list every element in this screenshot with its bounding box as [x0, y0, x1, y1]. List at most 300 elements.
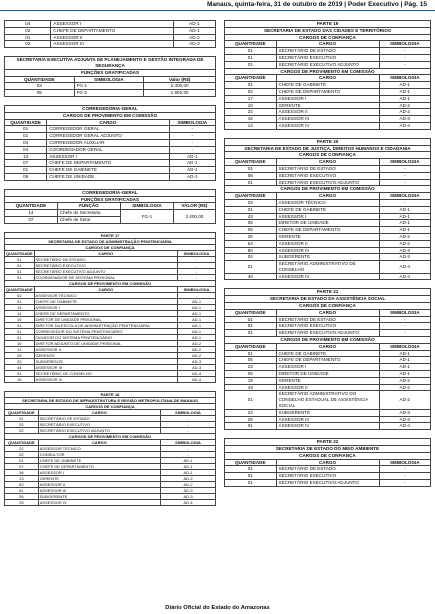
- table-cell: SECRETÁRIO DE ESTADO: [276, 466, 379, 473]
- table-cell: -: [161, 427, 216, 433]
- table-row: [5, 126, 216, 133]
- table-cell: 13: [5, 346, 35, 352]
- table-header-row: [5, 76, 216, 83]
- table-cell: CHEFE DE DEPARTAMENTO: [276, 227, 379, 234]
- table-cell: FG-2: [74, 90, 144, 97]
- table-cell: AD-2: [379, 377, 431, 384]
- table-cell: AD-2: [161, 481, 216, 487]
- table-cell: ASSESSOR I: [51, 21, 173, 28]
- table-cell: 43: [225, 213, 277, 220]
- table-cell: ASSESSOR II: [276, 109, 379, 116]
- table-row: [225, 323, 431, 330]
- table-row: [225, 273, 431, 280]
- table-cell: -: [178, 256, 216, 262]
- table-cell: 13: [5, 475, 39, 481]
- table-cell: AD-2: [178, 346, 216, 352]
- column-header: CARGO: [34, 286, 177, 292]
- table-cell: 04: [5, 146, 47, 153]
- position-table: [4, 20, 216, 48]
- table-cell: 14: [5, 210, 58, 217]
- table-cell: 01: [5, 256, 35, 262]
- left-block: [4, 105, 216, 181]
- table-cell: CHEFE DE DEPARTAMENTO: [34, 310, 177, 316]
- table-cell: 14: [5, 310, 35, 316]
- table-cell: 01: [225, 61, 277, 68]
- table-cell: 01: [225, 54, 277, 61]
- table-cell: SUBGERENTE: [34, 358, 177, 364]
- table-row: [5, 90, 216, 97]
- table-row: [225, 172, 431, 179]
- table-cell: CORREGEDOR GERAL: [47, 126, 169, 133]
- section-heading-cell: FUNÇÕES GRATIFICADAS: [5, 196, 216, 203]
- column-header: CARGO: [276, 41, 379, 48]
- table-cell: SECRETÁRIO EXECUTIVO ADJUNTO: [276, 179, 379, 186]
- table-cell: 01: [5, 34, 51, 41]
- table-cell: -: [161, 445, 216, 451]
- table-cell: FG-1: [121, 210, 174, 224]
- table-cell: 01: [225, 330, 277, 337]
- section-heading-cell: SECRETARIA DE ESTADO DE INFRAESTRUTURA E REGIÃO METROPOLITANA DE MANAUS: [5, 397, 216, 403]
- table-cell: 02: [5, 451, 39, 457]
- table-row: [225, 261, 431, 274]
- column-header: QUANTIDADE: [225, 459, 277, 466]
- section-heading-cell: PARTE 19: [225, 21, 431, 28]
- table-cell: -: [379, 323, 431, 330]
- column-header: SIMBOLOGIA: [161, 439, 216, 445]
- section-heading: [5, 397, 216, 403]
- section-heading: [225, 21, 431, 28]
- table-cell: ASSESSOR IV: [276, 273, 379, 280]
- table-cell: -: [379, 54, 431, 61]
- table-cell: -: [379, 480, 431, 487]
- table-cell: 19: [5, 316, 35, 322]
- table-cell: DIRETOR DA ESCOLA DE ADMINISTRAÇÃO PENITENCIÁRIA: [34, 322, 177, 328]
- column-header: SIMBOLOGIA: [178, 286, 216, 292]
- subsection-heading-cell: CARGOS DE PROVIMENTO EM COMISSÃO: [225, 337, 431, 344]
- table-cell: ASSESSOR I: [276, 364, 379, 371]
- section-heading: [225, 138, 431, 145]
- table-cell: 25: [5, 352, 35, 358]
- table-cell: AD-3: [379, 116, 431, 123]
- table-row: [225, 416, 431, 423]
- table-cell: -: [178, 268, 216, 274]
- table-cell: 23: [225, 364, 277, 371]
- section-heading-cell: PARTE 17: [5, 232, 216, 238]
- position-table: [4, 232, 216, 383]
- column-header: QUANTIDADE: [225, 309, 277, 316]
- section-heading: [5, 189, 216, 196]
- subsection-heading-cell: CARGOS DE PROVIMENTO EM COMISSÃO: [5, 280, 216, 286]
- table-cell: -: [379, 466, 431, 473]
- table-cell: 06: [225, 172, 277, 179]
- table-cell: 01: [5, 457, 39, 463]
- column-header: SIMBOLOGIA: [178, 250, 216, 256]
- table-cell: 01: [5, 126, 47, 133]
- column-header: QUANTIDADE: [5, 203, 58, 210]
- table-cell: AD-3: [178, 358, 216, 364]
- table-row: [225, 95, 431, 102]
- table-cell: SECRETÁRIO EXECUTIVO: [276, 54, 379, 61]
- table-cell: SECRETÁRIO EXECUTIVO ADJUNTO: [276, 330, 379, 337]
- section-heading-cell: CARGOS DE CONFIANÇA: [5, 403, 216, 409]
- table-cell: 19: [5, 340, 35, 346]
- section-heading-cell: CARGOS DE CONFIANÇA: [225, 152, 431, 159]
- table-cell: ASSESSOR III: [34, 364, 177, 370]
- table-cell: AD-2: [178, 352, 216, 358]
- subsection-heading-cell: CARGOS DE PROVIMENTO EM COMISSÃO: [225, 186, 431, 193]
- table-header-row: [225, 159, 431, 166]
- table-cell: Chefe de Setor: [57, 216, 120, 223]
- section-heading: [5, 105, 216, 112]
- table-cell: -: [379, 330, 431, 337]
- table-cell: ASSESSOR TÉCNICO: [38, 445, 160, 451]
- table-cell: GERENTE: [276, 233, 379, 240]
- table-cell: 05: [225, 371, 277, 378]
- table-cell: 01: [225, 82, 277, 89]
- table-row: [225, 206, 431, 213]
- table-cell: 03: [5, 83, 75, 90]
- table-cell: CHEFE DE UNIDADE: [47, 173, 169, 180]
- table-cell: SECRETÁRIO DE ESTADO: [276, 48, 379, 55]
- column-header: QUANTIDADE: [6, 286, 33, 292]
- table-row: [225, 122, 431, 129]
- table-cell: AD-4: [379, 261, 431, 274]
- table-cell: 01: [5, 322, 35, 328]
- position-table: [224, 288, 431, 430]
- table-cell: AD-1: [169, 153, 215, 160]
- table-cell: AD-4: [178, 376, 216, 382]
- table-cell: -: [379, 199, 431, 206]
- table-cell: AD-1: [379, 364, 431, 371]
- subsection-heading: [225, 337, 431, 344]
- table-cell: CHEFE DE DEPARTAMENTO: [276, 357, 379, 364]
- position-table: [4, 189, 216, 224]
- table-row: [5, 41, 216, 48]
- table-row: [225, 330, 431, 337]
- table-cell: AD-3: [173, 41, 215, 48]
- table-cell: AD-1: [379, 371, 431, 378]
- table-cell: 02: [5, 427, 39, 433]
- column-header: QUANTIDADE: [5, 439, 39, 445]
- table-cell: SECRETÁRIO EXECUTIVO ADJUNTO: [276, 61, 379, 68]
- table-row: [225, 384, 431, 391]
- right-column: [224, 20, 431, 495]
- table-cell: 06: [5, 173, 47, 180]
- subsection-heading-cell: CARGOS DE PROVIMENTO EM COMISSÃO: [225, 68, 431, 75]
- table-cell: DIRETOR DE UNIDADE: [276, 371, 379, 378]
- table-cell: 36: [5, 469, 39, 475]
- table-cell: ASSESSOR IV: [34, 376, 177, 382]
- table-cell: 61: [5, 487, 39, 493]
- section-heading-cell: SECRETARIA DE ESTADO DO MEIO AMBIENTE: [225, 446, 431, 453]
- section-heading-cell: SECRETARIA DE ESTADO DE ADMINISTRAÇÃO PENITENCIÁRIA: [5, 238, 216, 244]
- table-cell: 01: [225, 350, 277, 357]
- table-cell: -: [169, 126, 215, 133]
- table-row: [5, 210, 216, 217]
- section-heading: [5, 57, 216, 70]
- table-cell: 24: [225, 109, 277, 116]
- table-cell: 44: [5, 364, 35, 370]
- table-cell: AD-1: [379, 206, 431, 213]
- table-header-row: [5, 119, 216, 126]
- table-cell: AD-1: [173, 27, 215, 34]
- table-cell: GERENTE: [276, 102, 379, 109]
- table-cell: ASSESSOR III: [38, 487, 160, 493]
- table-row: [225, 364, 431, 371]
- table-cell: SECRETÁRIO ADMINISTRATIVO DE CONSELHO: [276, 261, 379, 274]
- table-cell: 03: [5, 370, 35, 376]
- table-cell: 05: [225, 357, 277, 364]
- table-cell: 02: [5, 27, 51, 34]
- table-cell: DIRETOR ADJUNTO DE UNIDADE PRISIONAL: [34, 340, 177, 346]
- position-table: [4, 391, 216, 506]
- table-cell: 01: [225, 480, 277, 487]
- table-cell: 04: [5, 21, 51, 28]
- left-block: [4, 56, 216, 97]
- position-table: [224, 20, 431, 130]
- table-cell: 25: [5, 499, 39, 505]
- table-cell: CORREGEDOR AUXILIAR: [47, 139, 169, 146]
- table-cell: ASSESSOR III: [276, 116, 379, 123]
- table-cell: AD-1: [169, 167, 215, 174]
- table-cell: -: [161, 421, 216, 427]
- table-cell: 28: [225, 416, 277, 423]
- section-heading-cell: CORREGEDORIA-GERAL: [5, 105, 216, 112]
- section-heading-cell: CARGOS DE CONFIANÇA: [225, 303, 431, 310]
- column-header: SIMBOLOGIA: [379, 159, 431, 166]
- table-cell: 01: [225, 423, 277, 430]
- table-cell: ASSESSOR I: [276, 95, 379, 102]
- left-block: [4, 232, 216, 383]
- table-cell: -: [379, 172, 431, 179]
- table-cell: SECRETÁRIO DE ESTADO: [276, 165, 379, 172]
- table-cell: 2.400,00: [173, 210, 215, 224]
- column-header: SIMBOLOGIA: [121, 203, 174, 210]
- table-cell: AD-1: [178, 322, 216, 328]
- column-header: CARGO: [276, 459, 379, 466]
- table-cell: 01: [225, 206, 277, 213]
- table-cell: 01: [5, 334, 35, 340]
- section-heading-cell: PARTE 21: [225, 289, 431, 296]
- column-header: QUANTIDADE: [5, 409, 39, 415]
- column-header: CARGO: [276, 343, 379, 350]
- table-cell: 01: [5, 133, 47, 140]
- header-text: Manaus, quinta-feira, 31 de outubro de 2019 | Poder Executivo | Pág. 15: [206, 1, 427, 8]
- section-heading-cell: CORREGEDORIA-GERAL: [5, 189, 216, 196]
- table-cell: CHEFE DE GABINETE: [34, 298, 177, 304]
- table-row: [225, 480, 431, 487]
- table-cell: 54: [225, 240, 277, 247]
- table-cell: 2.400,00: [144, 83, 216, 90]
- table-cell: 01: [225, 48, 277, 55]
- section-heading: [225, 289, 431, 296]
- table-cell: 49: [225, 273, 277, 280]
- position-table: [4, 56, 216, 97]
- table-row: [5, 146, 216, 153]
- section-heading: [225, 152, 431, 159]
- table-cell: 26: [225, 233, 277, 240]
- table-cell: -: [178, 274, 216, 280]
- table-cell: 43: [225, 384, 277, 391]
- table-cell: AD-3: [178, 364, 216, 370]
- section-heading-cell: FUNÇÕES GRATIFICADAS: [5, 69, 216, 76]
- table-cell: 15: [5, 376, 35, 382]
- table-cell: 01: [225, 466, 277, 473]
- table-cell: 02: [5, 421, 39, 427]
- table-cell: ASSESSOR I: [276, 213, 379, 220]
- table-cell: AD-1: [379, 213, 431, 220]
- table-cell: AD-1: [379, 88, 431, 95]
- table-cell: GERENTE: [38, 475, 160, 481]
- column-header: QUANTIDADE: [225, 159, 277, 166]
- table-cell: AD-1: [161, 457, 216, 463]
- section-heading: [5, 112, 216, 119]
- column-header: CARGO: [276, 159, 379, 166]
- table-cell: 22: [225, 409, 277, 416]
- table-row: [225, 473, 431, 480]
- table-header-row: [225, 41, 431, 48]
- table-cell: 01: [225, 323, 277, 330]
- table-row: [225, 227, 431, 234]
- table-cell: -: [379, 179, 431, 186]
- section-heading-cell: PARTE 20: [225, 138, 431, 145]
- table-cell: AD-3: [379, 416, 431, 423]
- position-table: [224, 438, 431, 487]
- table-row: [5, 173, 216, 180]
- table-cell: AD-1: [178, 316, 216, 322]
- header-rule: [0, 10, 435, 11]
- table-cell: 01: [5, 328, 35, 334]
- position-table: [4, 105, 216, 181]
- table-cell: SECRETÁRIO EXECUTIVO: [276, 473, 379, 480]
- table-cell: SECRETÁRIO DE ESTADO: [38, 415, 160, 421]
- column-header: SIMBOLOGIA: [379, 41, 431, 48]
- table-cell: OUVIDOR DO SISTEMA PENITENCIÁRIO: [34, 334, 177, 340]
- table-cell: ASSESSOR IV: [38, 499, 160, 505]
- table-cell: 14: [225, 122, 277, 129]
- table-cell: 04: [5, 139, 47, 146]
- table-cell: -: [379, 61, 431, 68]
- table-cell: AD-1: [178, 328, 216, 334]
- table-row: [225, 240, 431, 247]
- table-cell: AD-2: [379, 102, 431, 109]
- table-cell: AD-2: [379, 240, 431, 247]
- table-header-row: [225, 75, 431, 82]
- right-block: [224, 138, 431, 281]
- column-header: SIMBOLOGIA: [379, 193, 431, 200]
- table-cell: 22: [5, 445, 39, 451]
- table-row: [225, 391, 431, 409]
- table-cell: 06: [225, 220, 277, 227]
- column-header: SIMBOLOGIA: [379, 343, 431, 350]
- table-cell: ASSESSOR IV: [276, 122, 379, 129]
- table-row: [225, 247, 431, 254]
- table-cell: SECRETÁRIO EXECUTIVO: [34, 262, 177, 268]
- column-header: CARGO: [38, 439, 160, 445]
- column-header: QUANTIDADE: [6, 250, 33, 256]
- table-cell: 01: [5, 274, 35, 280]
- left-block: [4, 20, 216, 48]
- table-cell: AD-1: [379, 350, 431, 357]
- table-cell: AD-4: [379, 423, 431, 430]
- table-row: [225, 350, 431, 357]
- table-cell: ASSESSOR I: [47, 153, 169, 160]
- table-cell: SECRETÁRIO EXECUTIVO: [38, 421, 160, 427]
- table-cell: ASSESSOR III: [276, 247, 379, 254]
- table-row: [225, 116, 431, 123]
- table-cell: AD-3: [379, 254, 431, 261]
- table-cell: ASSESSOR I: [38, 469, 160, 475]
- table-cell: -: [178, 262, 216, 268]
- section-heading: [225, 446, 431, 453]
- section-heading: [225, 452, 431, 459]
- footer-text: Diário Oficial do Estado do Amazonas: [165, 605, 270, 611]
- column-header: SIMBOLOGIA: [379, 75, 431, 82]
- column-header: QUANTIDADE: [225, 75, 277, 82]
- table-cell: AD-3: [161, 493, 216, 499]
- table-cell: COORDENADOR GERAL: [47, 146, 169, 153]
- right-block: [224, 288, 431, 430]
- section-heading: [225, 27, 431, 34]
- table-row: [5, 167, 216, 174]
- table-cell: ASSESSOR II: [34, 346, 177, 352]
- column-header: SIMBOLOGIA: [161, 409, 216, 415]
- table-cell: AD-1: [178, 304, 216, 310]
- table-row: [225, 82, 431, 89]
- table-header-row: [225, 459, 431, 466]
- column-header: CARGO: [276, 309, 379, 316]
- section-heading-cell: CARGOS DE CONFIANÇA: [5, 244, 216, 250]
- table-cell: AD-1: [178, 310, 216, 316]
- table-cell: 05: [225, 227, 277, 234]
- table-cell: CHEFE DE GABINETE: [38, 457, 160, 463]
- section-heading: [225, 439, 431, 446]
- table-row: [5, 27, 216, 34]
- table-cell: 02: [5, 41, 51, 48]
- section-heading: [5, 196, 216, 203]
- table-cell: 01: [5, 415, 39, 421]
- table-cell: AD-1: [178, 334, 216, 340]
- table-row: [225, 357, 431, 364]
- left-block: [4, 391, 216, 506]
- table-cell: 01: [5, 268, 35, 274]
- table-cell: SECRETÁRIO DE ESTADO: [276, 316, 379, 323]
- table-cell: Chefe de Secretaria: [57, 210, 120, 217]
- table-cell: AD-1: [161, 469, 216, 475]
- section-heading-cell: CARGOS DE CONFIANÇA: [225, 34, 431, 41]
- table-cell: AD-2: [379, 384, 431, 391]
- table-cell: -: [161, 415, 216, 421]
- table-cell: 20: [5, 358, 35, 364]
- table-cell: 01: [225, 165, 277, 172]
- page-footer: [0, 605, 435, 614]
- table-cell: CHEFE DE DEPARTAMENTO: [51, 27, 173, 34]
- section-heading-cell: SECRETARIA DE ESTADO DA ASSISTÊNCIA SOCIAL: [225, 296, 431, 303]
- section-heading-cell: CARGOS DE CONFIANÇA: [225, 452, 431, 459]
- section-heading-cell: CARGOS DE PROVIMENTO EM COMISSÃO: [5, 112, 216, 119]
- subsection-heading: [225, 68, 431, 75]
- table-row: [225, 466, 431, 473]
- table-row: [225, 61, 431, 68]
- table-cell: 01: [225, 179, 277, 186]
- table-row: [225, 377, 431, 384]
- table-cell: 07: [5, 216, 58, 223]
- section-heading: [225, 303, 431, 310]
- table-cell: 01: [225, 261, 277, 274]
- table-cell: AD-2: [379, 391, 431, 409]
- table-cell: AD-2: [173, 34, 215, 41]
- table-cell: AD-4: [379, 273, 431, 280]
